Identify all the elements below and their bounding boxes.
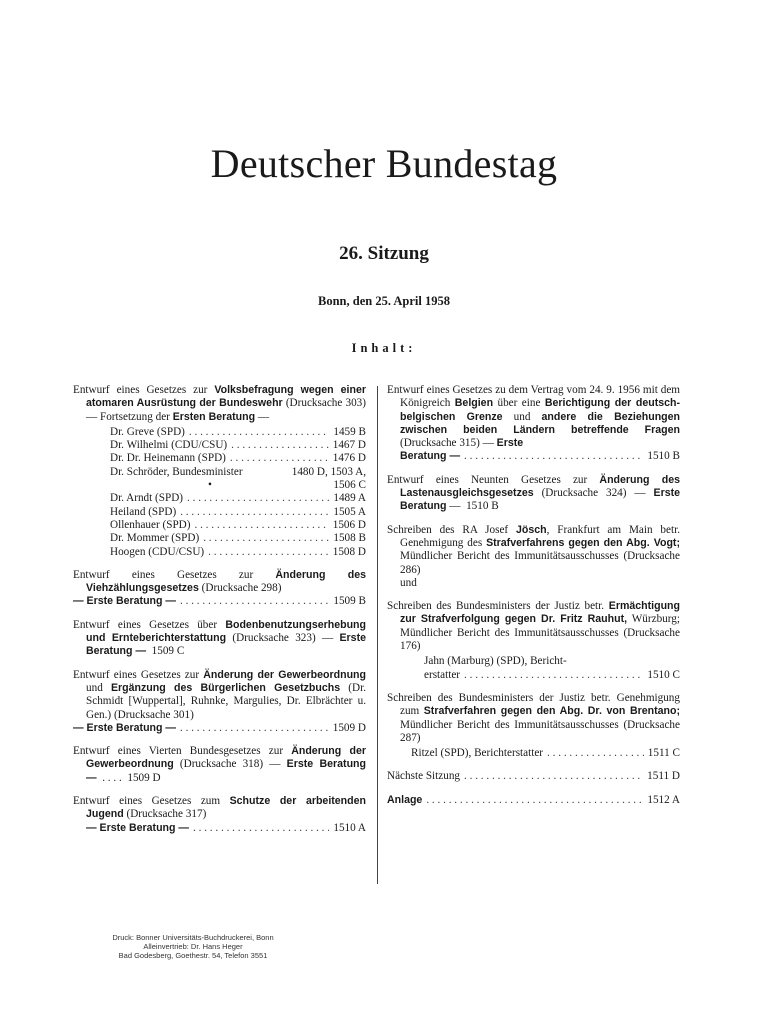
entry-bold-part: Änderung der Gewerbeordnung	[86, 745, 367, 771]
dot-leader	[187, 492, 329, 505]
entry-bold-part: Erste Beratung	[400, 487, 680, 513]
entry-text-part: Entwurf eines Gesetzes zur	[73, 668, 204, 681]
speaker-row	[110, 466, 366, 479]
dot-leader	[180, 595, 329, 608]
entry-text-part: , Frankfurt am Main betr. Genehmigung des	[400, 523, 680, 549]
imprint-line: Alleinvertrieb: Dr. Hans Heger	[143, 942, 243, 951]
toc-entry-bodenbenutzung	[73, 619, 366, 659]
entry-text-part: Entwurf eines Gesetzes zur	[73, 384, 215, 396]
entry-text-part: Schreiben des RA Josef	[387, 523, 517, 536]
entry-text	[73, 384, 366, 424]
toc-entry-brentano	[387, 692, 680, 760]
dot-leader	[193, 822, 329, 835]
entry-text-part: —	[446, 500, 461, 513]
entry-text-part: —	[255, 410, 270, 423]
speaker-name: Dr. Dr. Heinemann (SPD)	[110, 452, 226, 465]
page-reference: 1508 B	[333, 532, 366, 545]
entry-bold-part: — Erste Beratung —	[86, 821, 190, 834]
entry-text-part: (Drucksache 303) — Fortsetzung der	[86, 397, 366, 423]
entry-bold-part: Berichtigung der deutsch-belgischen Grenze	[400, 397, 681, 423]
speaker-row	[110, 439, 366, 452]
annex-label: Anlage	[387, 793, 423, 806]
toc-entry-rauhut	[387, 600, 680, 682]
speaker-name: Ollenhauer (SPD)	[110, 518, 191, 531]
entry-text-part: über eine	[493, 397, 545, 410]
entry-text-part: (Drucksache 298)	[198, 582, 282, 595]
entry-text-part: und	[86, 681, 111, 694]
entry-text-part: und	[502, 410, 542, 423]
page-reference: 1476 D	[332, 452, 366, 465]
page-reference: 1510 B	[647, 450, 680, 463]
speaker-row	[110, 519, 366, 532]
entry-text	[387, 524, 680, 577]
speaker-name: erstatter	[424, 668, 461, 681]
page-title: Deutscher Bundestag	[210, 141, 558, 186]
entry-text: Entwurf eines Vierten Bundesgesetzes zur Änderung der Gewerbeordnung (Drucksache 318) — Erste Beratung — . . . . 1509 D	[73, 745, 367, 784]
entry-bold-part: Beratung —	[400, 450, 461, 463]
page-reference: 1459 B	[333, 425, 366, 438]
entry-bold-part: Änderung des Lastenausgleichsgesetzes	[400, 473, 681, 500]
entry-bold-part: Strafverfahrens gegen den Abg. Vogt;	[486, 536, 680, 549]
connector-word: und	[400, 576, 417, 589]
speaker-row	[110, 492, 366, 505]
page-reference: 1508 D	[332, 545, 366, 558]
dot-leader	[547, 747, 644, 760]
page-reference: 1489 A	[333, 492, 366, 505]
printer-imprint	[73, 933, 313, 960]
imprint-line: Bad Godesberg, Goethestr. 54, Telefon 3551	[118, 951, 268, 960]
entry-text	[387, 384, 680, 450]
entry-bold-part: Volksbefragung wegen einer atomaren Ausrüstung der Bundeswehr	[86, 384, 366, 410]
entry-text-part: Entwurf eines Gesetzes zum	[73, 795, 230, 808]
dot-leader	[194, 519, 328, 532]
toc-entry-vierte-gewerbeordnung	[73, 745, 366, 785]
speaker-row-continuation	[110, 479, 366, 492]
entry-text-part: (Drucksache 324) —	[533, 487, 654, 500]
speaker-name: Dr. Wilhelmi (CDU/CSU)	[110, 439, 228, 452]
entry-text-part: Entwurf eines Vierten Bundesgesetzes zur	[73, 745, 292, 758]
entry-bold-part: Bodenbenutzungserhebung und Ernteberichterstattung	[86, 618, 366, 645]
dot-leader	[203, 532, 329, 545]
speaker-name: Ritzel (SPD), Berichterstatter	[411, 747, 544, 760]
entry-text-part: Schreiben des Bundesministers der Justiz betr. Genehmigung zum	[387, 691, 680, 718]
speaker-name: Dr. Arndt (SPD)	[110, 492, 184, 505]
entry-bold-part: Ergänzung des Bürgerlichen Gesetzbuchs	[110, 681, 341, 694]
entry-text-part: Würzburg; Mündlicher Bericht des Immunitätsausschusses (Drucksache 176)	[400, 613, 681, 653]
entry-text-part: Mündlicher Bericht des Immunitätsausschusses (Drucksache 287)	[400, 718, 680, 744]
bullet-mark: •	[208, 479, 212, 492]
entry-text	[73, 619, 366, 659]
entry-bold-part: Änderung der Gewerbeordnung	[203, 668, 366, 681]
entry-bold-part: — Erste Beratung —	[73, 721, 177, 734]
entry-text-part: (Dr. Schmidt [Wuppertal], Ruhnke, Margulies, Dr. Elbrächter u. Gen.) (Drucksache 301)	[86, 681, 366, 721]
speaker-row	[411, 747, 680, 760]
speaker-list	[110, 426, 366, 559]
speaker-row	[110, 506, 366, 519]
page-reference: 1509 D	[332, 721, 366, 734]
dot-leader	[230, 452, 329, 465]
entry-bold-part: — Erste Beratung —	[73, 595, 177, 608]
dot-leader	[464, 450, 643, 463]
entry-text	[387, 600, 680, 653]
contents-heading: Inhalt:	[351, 341, 417, 355]
speaker-name: Heiland (SPD)	[110, 505, 177, 518]
column-divider	[377, 386, 378, 884]
dot-leader	[464, 770, 643, 783]
imprint-line: Druck: Bonner Universitäts-Buchdruckerei, Bonn	[112, 933, 274, 942]
entry-text	[387, 474, 680, 514]
page-reference: 1510 B	[466, 500, 499, 513]
dot-leader	[189, 426, 329, 439]
page-reference: 1506 D	[332, 518, 366, 531]
page-reference: 1510 A	[333, 821, 366, 834]
next-session-label: Nächste Sitzung	[387, 770, 461, 783]
dot-leader	[180, 722, 329, 735]
entry-text-part: Entwurf eines Neunten Gesetzes zur	[387, 473, 600, 486]
entry-end-line	[387, 770, 680, 783]
session-number: 26. Sitzung	[339, 243, 429, 264]
entry-bold-part: andere die Beziehungen zwischen beiden Ländern betreffende Fragen	[400, 410, 680, 436]
entry-text-part: (Drucksache 323) —	[226, 632, 340, 645]
entry-bold-part: Ersten Beratung	[172, 410, 256, 423]
toc-entry-joesch	[387, 524, 680, 590]
entry-bold-part: Ermächtigung zur Strafverfolgung gegen Dr. Fritz Rauhut,	[400, 600, 680, 626]
toc-entry-next-session	[387, 770, 680, 783]
page-reference: 1467 D	[332, 439, 366, 452]
speaker-row	[110, 426, 366, 439]
entry-text-part: Entwurf eines Gesetzes zur	[73, 568, 276, 581]
page-reference: 1506 C	[333, 479, 366, 492]
speaker-name: Jahn (Marburg) (SPD), Bericht-	[424, 655, 567, 668]
entry-end-line	[387, 794, 680, 807]
entry-text-part: (Drucksache 318) —	[173, 758, 287, 771]
entry-text	[73, 669, 366, 722]
page-reference: 1510 C	[647, 668, 680, 681]
entry-bold-part: Erste Beratung —	[86, 758, 366, 784]
speaker-name: Hoogen (CDU/CSU)	[110, 545, 205, 558]
toc-entry-lastenausgleich	[387, 474, 680, 514]
dot-leader	[208, 546, 329, 559]
entry-text-part: Entwurf eines Gesetzes über	[73, 618, 226, 631]
toc-entry-annex	[387, 794, 680, 807]
toc-entry-volksbefragung	[73, 384, 366, 559]
page-reference: 1509 D	[127, 771, 161, 784]
entry-bold-part: Jösch	[516, 523, 547, 536]
entry-text	[387, 692, 680, 745]
entry-bold-part: Belgien	[454, 397, 494, 410]
toc-entry-jugendschutz	[73, 795, 366, 835]
dot-leader	[180, 506, 329, 519]
entry-text-part: (Drucksache 315) —	[400, 437, 497, 450]
toc-entry-gewerbeordnung	[73, 669, 366, 735]
entry-bold-part: Erste	[496, 437, 524, 450]
toc-entry-belgien-vertrag	[387, 384, 680, 464]
contents-left-column	[73, 384, 366, 845]
page-reference: 1511 D	[647, 770, 680, 783]
entry-text-part: Mündlicher Bericht des Immunitätsausschusses (Drucksache 286)	[400, 550, 680, 576]
entry-bold-part: Schutze der arbeitenden Jugend	[86, 795, 366, 821]
contents-right-column	[387, 384, 680, 817]
page-reference: 1509 B	[333, 595, 366, 608]
entry-bold-part: Strafverfahren gegen den Abg. Dr. von Brentano;	[423, 705, 680, 718]
entry-bold-part: Änderung des Viehzählungsgesetzes	[86, 568, 366, 595]
speaker-name: Dr. Greve (SPD)	[110, 425, 185, 438]
toc-entry-viehzaehlung	[73, 569, 366, 609]
entry-bold-part: Erste Beratung —	[86, 632, 366, 658]
entry-text	[73, 569, 366, 596]
speaker-row	[110, 532, 366, 545]
page-reference: 1505 A	[333, 505, 366, 518]
entry-text-part: Entwurf eines Gesetzes zu dem Vertrag vom 24. 9. 1956 mit dem Königreich	[387, 384, 680, 410]
speaker-row	[110, 452, 366, 465]
speaker-name: Dr. Mommer (SPD)	[110, 532, 200, 545]
entry-end-line	[73, 595, 366, 608]
speaker-row-continuation	[424, 669, 680, 682]
entry-end-line	[73, 822, 366, 835]
dot-leader	[426, 794, 643, 807]
dot-leader	[464, 669, 643, 682]
speaker-row	[424, 655, 680, 682]
entry-end-line	[387, 450, 680, 463]
speaker-row	[110, 546, 366, 559]
speaker-name: Dr. Schröder, Bundesminister	[110, 465, 243, 478]
entry-text	[73, 795, 366, 822]
page-reference: 1512 A	[647, 793, 680, 806]
entry-text-part: Schreiben des Bundesministers der Justiz betr.	[387, 600, 609, 613]
dateline: Bonn, den 25. April 1958	[318, 294, 450, 308]
page-reference: 1511 C	[647, 747, 680, 760]
entry-end-line	[73, 722, 366, 735]
dot-leader	[231, 439, 329, 452]
page-reference: 1509 C	[151, 645, 185, 658]
page-reference: 1480 D, 1503 A,	[291, 465, 366, 478]
entry-text-part: (Drucksache 317)	[123, 808, 207, 821]
